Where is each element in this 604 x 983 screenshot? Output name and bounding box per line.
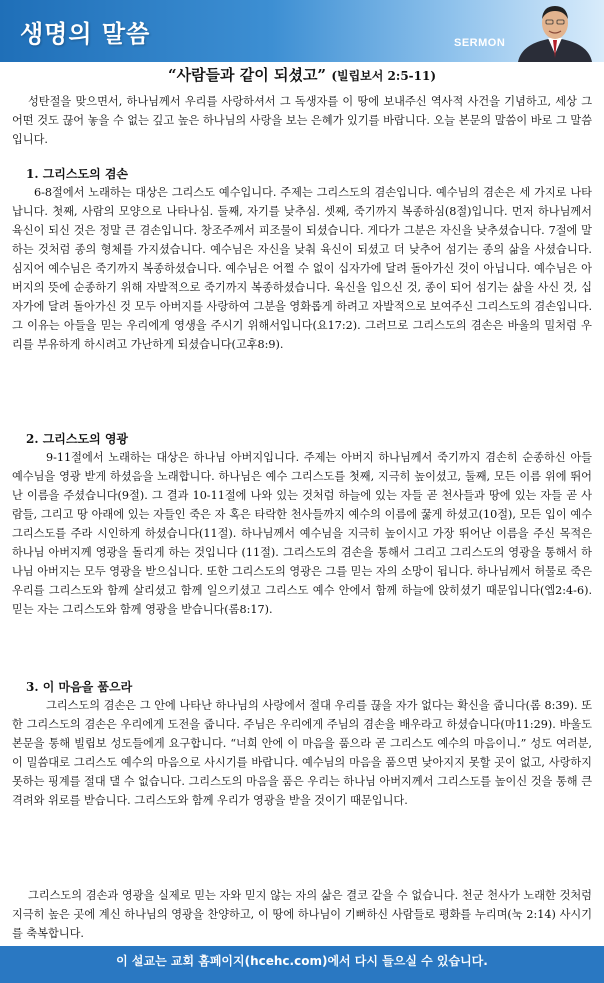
section-2-heading: 2. 그리스도의 영광 — [26, 432, 129, 446]
section-2-text: 9-11절에서 노래하는 대상은 하나님 아버지입니다. 주제는 아버지 하나님께서 죽기까지 겸손히 순종하신 아들 예수님을 영광 받게 하셨음을 노래합니다. 하나님은 예수 그리스도를 첫째, 지극히 높이셨고, 둘째, 모든 이름 위에 뛰어난 이름을 주셨습니다(9절). 그 결과 10-11절에 나와 있는 것처럼 하늘에 있는 자들 곧 천사들과 땅에 있는 자들 곧 사람들, 그리고 땅 아래에 있는 자들인 죽은 자 혹은 타락한 천사들까지 예수의 이름에 꿇게 하셨고(10절), 모든 입이 예수 그리스도를 주라 시인하게 하셨습니다(11절). 하나님께서 예수님을 지극히 높이시고 가장 뛰어난 이름을 주신 목적은 하나님 아버지께 영광을 돌리게 하는 것입니다 (11절). 그리스도의 겸손을 통해서 그리고 그리스도의 영광을 통해서 하나님 아버지는 모두 영광을 받으십니다. 또한 그리스도의 영광은 그를 믿는 자의 소망이 됩니다. 하나님께서 허물로 죽은 우리를 그리스도와 함께 살리셨고 함께 일으키셨고 그리스도 예수 안에서 함께 하늘에 앉히셨기 때문입니다(엡2:4-6). 믿는 자는 그리스도와 함께 영광을 받습니다(롬8:17). — [12, 451, 592, 616]
conclusion-paragraph: 그리스도의 겸손과 영광을 실제로 믿는 자와 믿지 않는 자의 삶은 결코 같을 수 없습니다. 천군 천사가 노래한 것처럼 지극히 높은 곳에 계신 하나님의 영광을 찬양하고, 이 땅에 하나님이 기뻐하신 사람들로 평화를 누리며(눅 2:14) 사시기를 축복합니다. — [12, 889, 592, 940]
scripture-reference: (빌립보서 2:5-11) — [331, 69, 437, 83]
sermon-label: SERMON — [454, 37, 506, 49]
section-1-heading: 1. 그리스도의 겸손 — [26, 167, 129, 181]
sermon-title-line — [0, 64, 604, 85]
intro-paragraph: 성탄절을 맞으면서, 하나님께서 우리를 사랑하셔서 그 독생자를 이 땅에 보내주신 역사적 사건을 기념하고, 세상 그 어떤 것도 끊어 놓을 수 없는 깊고 높은 하나님의 사랑을 보는 은혜가 있기를 바랍니다. 오늘 본문의 말씀이 바로 그 말씀입니다. — [12, 95, 592, 146]
footer-note: 이 설교는 교회 홈페이지(hcehc.com)에서 다시 들으실 수 있습니다. — [116, 954, 488, 968]
section-3-heading: 3. 이 마음을 품으라 — [26, 680, 133, 694]
pastor-photo — [512, 2, 598, 62]
banner-title: 생명의 말씀 — [20, 20, 151, 48]
section-1-text: 6-8절에서 노래하는 대상은 그리스도 예수입니다. 주제는 그리스도의 겸손입니다. 예수님의 겸손은 세 가지로 나타납니다. 첫째, 사람의 모양으로 나타나심. 둘째, 자기를 낮추심. 셋째, 죽기까지 복종하심(8절)입니다. 먼저 하나님께서 육신이 되신 것은 정말 큰 겸손입니다. 창조주께서 피조물이 되셨습니다. 게다가 그분은 자신을 낮추셨습니다. 7절에 말하는 것처럼 종의 형체를 가지셨습니다. 예수님은 자신을 낮춰 육신이 되셨고 더 낮추어 섬기는 종의 삶을 사셨습니다. 심지어 예수님은 죽기까지 복종하셨습니다. 예수님은 어쩔 수 없이 십자가에 달려 돌아가신 것이 아닙니다. 예수님은 아버지의 뜻에 순종하기 위해 자발적으로 죽기까지 복종하셨습니다. 육신을 입으신 것, 종이 되어 섬기는 삶을 사신 것, 십자가에 달려 돌아가신 것 모두 아버지를 사랑하여 그분을 영화롭게 하려고 자발적으로 보여주신 그리스도의 겸손입니다. 그 이유는 아들을 믿는 우리에게 영생을 주시기 위해서입니다(요17:2). 그러므로 그리스도의 겸손은 바울의 밀처럼 우리를 부유하게 하시려고 가난하게 되셨습니다(고후8:9). — [12, 186, 592, 351]
header-banner — [0, 0, 604, 62]
sermon-title: “사람들과 같이 되셨고” — [167, 66, 327, 84]
footer-banner — [0, 946, 604, 983]
section-3-text: 그리스도의 겸손은 그 안에 나타난 하나님의 사랑에서 절대 우리를 끊을 자가 없다는 확신을 줍니다(롬 8:39). 또한 그리스도의 겸손은 우리에게 도전을 줍니다. 주님은 우리에게 주님의 겸손을 배우라고 하셨습니다(마11:29). 바울도 본문을 통해 빌립보 성도들에게 요구합니다. “너희 안에 이 마음을 품으라 곧 그리스도 예수의 마음이니.” 성도 여러분, 이 밀씀대로 그리스도 예수의 마음으로 사시기를 바랍니다. 예수님의 마음을 품으면 낮아지지 못할 곳이 없고, 사랑하지 못하는 핑계를 절대 댈 수 없습니다. 그리스도의 마음을 품은 우리는 하나님 아버지께서 그리스도를 높이신 것을 통해 큰 격려와 위로를 받습니다. 그리스도와 함께 우리가 영광을 받을 것이기 때문입니다. — [12, 699, 592, 807]
